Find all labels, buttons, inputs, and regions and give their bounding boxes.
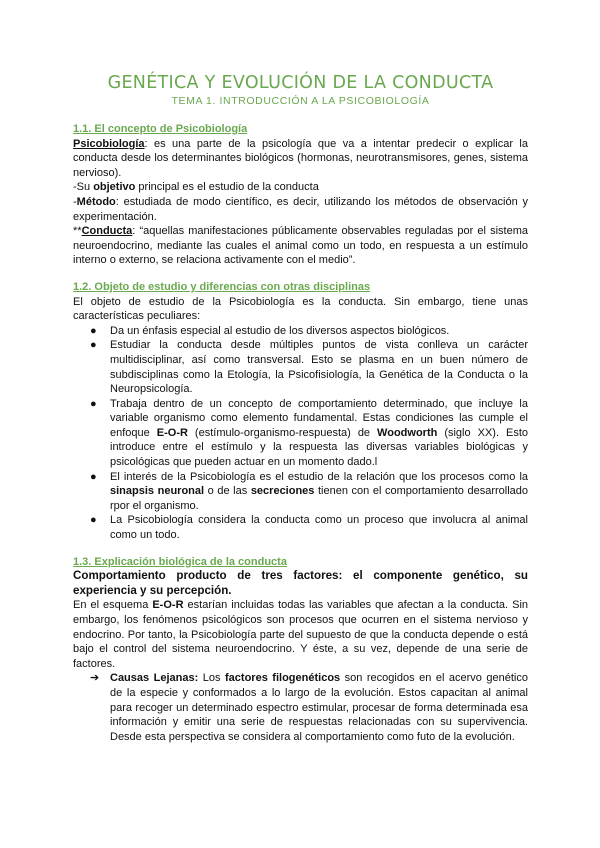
document-body <box>73 122 528 744</box>
text-segment: En el esquema <box>73 599 153 612</box>
text-segment: El interés de la Psicobiología es el estudio de la relación que los procesos como la <box>110 470 528 483</box>
paragraph <box>73 137 528 181</box>
text-segment: Da un énfasis especial al estudio de los diversos aspectos biológicos. <box>110 324 450 337</box>
bullet-list <box>73 671 528 744</box>
bullet-icon: ● <box>90 324 97 337</box>
text-segment: : es una parte de la psicología que va a intentar predecir o explicar la conducta desde los determinantes biológicos (hormonas, neurotransmisores, genes, sistema nervioso). <box>73 137 528 179</box>
document-page <box>73 72 528 744</box>
text-segment: El objeto de estudio de la Psicobiología es la conducta. Sin embargo, tiene unas características peculiares: <box>73 295 528 323</box>
bullet-icon: ● <box>90 339 97 352</box>
bold-text: Método <box>76 195 116 208</box>
text-segment: (estímulo-organismo-respuesta) de <box>187 426 378 439</box>
text-segment: principal es el estudio de la conducta <box>135 181 319 194</box>
text-segment: : estudiada de modo científico, es decir, utilizando los métodos de observación y experimentación. <box>73 195 528 223</box>
bold-text: Comportamiento producto de tres factores: el componente genético, su experiencia y su percepción. <box>73 569 528 597</box>
text-segment: : “aquellas manifestaciones públicamente observables reguladas por el sistema neuroendocrino, mediante las cuales el animal como un todo, en respuesta a un estímulo interno o externo, se relaciona activamente con el medio”. <box>73 225 528 267</box>
text-segment: Los <box>198 672 226 685</box>
bold-text: Conducta <box>81 225 133 238</box>
list-item <box>73 338 528 396</box>
section-heading: 1.3. Explicación biológica de la conducta <box>73 555 287 568</box>
section-heading: 1.2. Objeto de estudio y diferencias con otras disciplinas <box>73 280 371 293</box>
paragraph <box>73 295 528 324</box>
text-segment: -Su <box>73 181 94 194</box>
document-subtitle: TEMA 1. INTRODUCCIÓN A LA PSICOBIOLOGÍA <box>171 95 430 107</box>
paragraph <box>73 598 528 671</box>
bullet-icon: ● <box>90 514 97 527</box>
text-segment: o de las <box>204 485 251 498</box>
bold-text: Woodworth <box>377 426 438 439</box>
bold-text: Causas Lejanas: <box>110 672 199 685</box>
bullet-icon: ● <box>90 470 97 483</box>
paragraph <box>73 180 528 195</box>
text-segment: estarían incluidas todas las variables que afectan a la conducta. Sin embargo, los fenómenos psicológicos son procesos que ocurren en el sistema nervioso y endocrino. Por tanto, la Psicobiología parte del supuesto de que la conducta depende o está bajo el control del sistema neuroendocrino. Y éste, a su vez, depende de una serie de factores. <box>73 599 529 670</box>
bold-text: sinapsis neuronal <box>110 485 205 498</box>
bold-text: factores filogenéticos <box>225 672 341 685</box>
bold-text: E-O-R <box>152 599 184 612</box>
bold-text: Psicobiología <box>73 137 145 150</box>
text-segment: La Psicobiología considera la conducta como un proceso que involucra al animal como un todo. <box>110 514 528 542</box>
text-segment: (siglo XX). Esto introduce entre el estímulo y la respuesta las diversas variables biológicas y psicológicas que pueden actuar en un momento dado.l <box>110 426 528 469</box>
text-segment: ** <box>73 225 82 238</box>
list-item <box>73 470 528 514</box>
document-title: GENÉTICA Y EVOLUCIÓN DE LA CONDUCTA <box>107 73 494 93</box>
section-heading: 1.1. El concepto de Psicobiología <box>73 123 248 135</box>
text-segment: tienen con el comportamiento desarrollado rpor el organismo. <box>110 485 529 512</box>
text-segment: Trabaja dentro de un concepto de comportamiento determinado, que incluye la variable organismo como elemento fundamental. Estas condiciones las cumple el enfoque <box>110 397 528 439</box>
list-item <box>73 324 528 339</box>
bold-text: objetivo <box>93 181 136 194</box>
paragraph <box>73 195 528 224</box>
bold-text: secreciones <box>250 485 315 498</box>
bullet-icon: ● <box>90 397 97 410</box>
list-item <box>73 513 528 542</box>
list-item <box>73 397 528 470</box>
paragraph <box>73 224 528 268</box>
text-segment: Estudiar la conducta desde múltiples puntos de vista conlleva un carácter multidisciplinar, así como transversal. Esto se plasma en un buen número de subdisciplinas como la Etología, la Psicofisiología, la Genética de la Conducta o la Neuropsicología. <box>110 339 528 396</box>
list-item <box>73 671 528 744</box>
bullet-list <box>73 324 528 543</box>
text-segment: - <box>73 195 77 208</box>
bold-text: E-O-R <box>156 426 188 439</box>
arrow-bullet-icon: ➔ <box>90 672 100 685</box>
bold-statement <box>73 569 528 598</box>
text-segment: son recogidos en el acervo genético de la especie y conformados a lo largo de la evolución. Estos capacitan al animal para recoger un determinado espectro estimular, procesar de forma determinada esa información y emitir una serie de respuestas relacionadas con su supervivencia. Desde esta perspectiva se considera al comportamiento como futo de la evolución. <box>110 672 528 743</box>
